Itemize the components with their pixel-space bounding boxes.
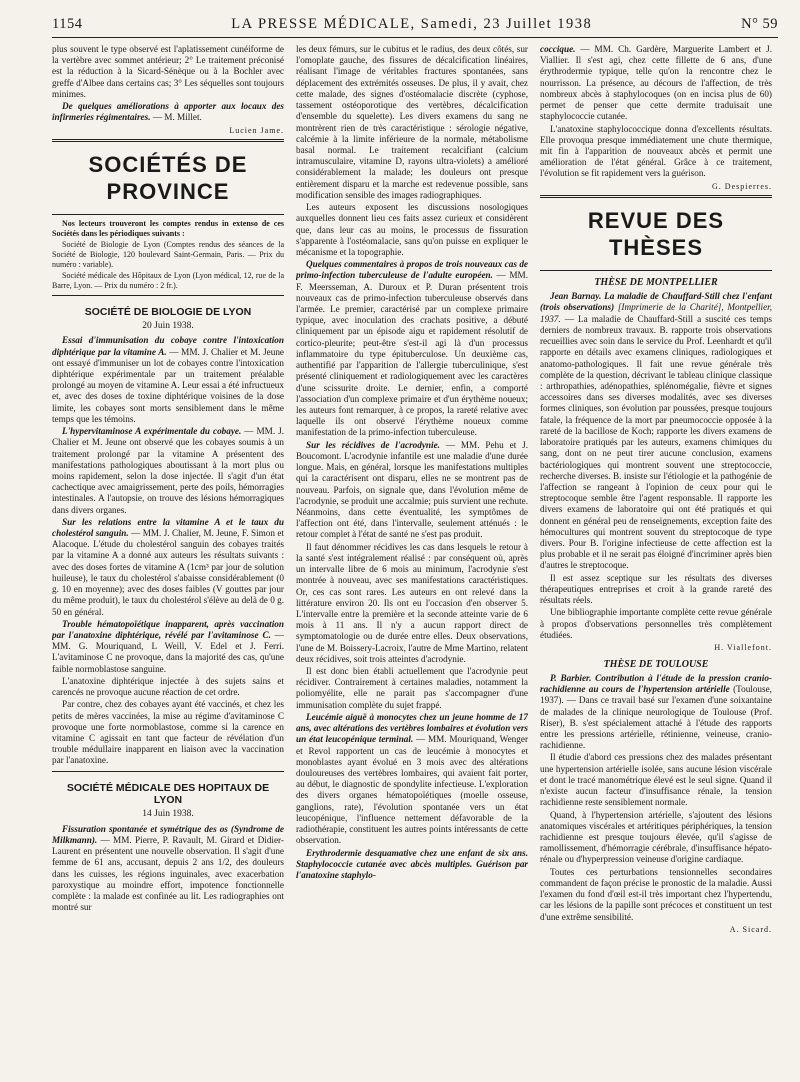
article: coccique. — MM. Ch. Gardère, Marguerite Lambert et J. Viallier. Il s'est agi, chez cette fillette de 6 ans, d'une érythrodermie typique, telle qu'on la rencontre chez le nourrisson. La présence, au décours de l'affection, de très nombreux abcès à staphylocoques (on en incisa plus de 60) permet de penser que cette dermite traduisait une staphylococcie cutanée. — [540, 44, 772, 122]
paragraph: Toutes ces perturbations tensionnelles secondaires commandent de façon précise le pronostic de la maladie. Aussi l'examen du fond d'œil est-il très important chez l'hypertendu, car les lésions de la papille sont précoces et constituent un test d'une extrême sensibilité. — [540, 866, 772, 922]
paragraph: Il est assez sceptique sur les résultats des diverses thérapeutiques entreprises et croit à la grande rareté des résultats réels. — [540, 572, 772, 606]
society-title: SOCIÉTÉ DE BIOLOGIE DE LYON — [84, 305, 252, 318]
divider — [52, 139, 284, 142]
editor-note: Société de Biologie de Lyon (Comptes rendus des séances de la Société de Biologie, 120 boulevard Saint-Germain, Paris. — Prix du numéro : variable). — [52, 239, 284, 269]
article: Erythrodermie desquamative chez une enfant de six ans. Staphylococcie cutanée avec abcès multiples. Guérison par l'anatoxine staphylo- — [296, 847, 528, 880]
article: Fissuration spontanée et symétrique des os (Syndrome de Milkmann). — MM. Pierre, P. Ravault, M. Girard et Didier-Laurent en présentent une nouvelle observation. Il s'agit d'une femme de 61 ans, accusant, depuis 2 ans 1/2, des douleurs dans les cuisses, les régions inguinales, avec exacerbation paroxystique au moindre effort, impotence fonctionnelle complète : la malade est confinée au lit. Les radiographies ont montré sur — [52, 823, 284, 913]
divider — [540, 195, 772, 198]
paragraph: Quand, à l'hypertension artérielle, s'ajoutent des lésions anatomiques viscérales et artéritiques périphériques, la tension rachidienne est presque toujours élevée, qu'il s'agisse de ramollissement, d'hémorragie cérébrale, d'insuffisance hépato-rénale ou d'hyperpression veineuse d'origine cardiaque. — [540, 809, 772, 865]
session-date: 20 Juin 1938. — [142, 320, 194, 331]
signature: Lucien Jame. — [229, 125, 284, 135]
article: De quelques améliorations à apporter aux locaux des infirmeries régimentaires. — M. Millet. — [52, 101, 284, 123]
signature: H. Viallefont. — [714, 643, 772, 652]
column-2 — [296, 44, 528, 939]
signature: G. Despierres. — [712, 181, 772, 191]
article: P. Barbier. Contribution à l'étude de la pression cranio-rachidienne au cours de l'hypertension artérielle (Toulouse, 1937). — Dans ce travail basé sur l'examen d'une soixantaine de malades de la clinique neurologique de Toulouse (Prof. Riser), B. s'est spécialement attaché à l'étude des rapports entre les pressions artérielle, rétinienne, veineuse, cranio-rachidienne. — [540, 672, 772, 751]
paragraph: Il faut dénommer récidives les cas dans lesquels le retour à la santé s'est intégralement réalisé : par conséquent où, après un intervalle libre de 6 mois au minimum, l'acrodynie s'est montrée à nouveau, avec ses manifestations caractéristiques. Or, ces cas sont rares. Les auteurs en ont relevé dans la littérature environ 20. Ils ont eu l'occasion d'en observer 5. L'intervalle entre la première et la seconde atteinte varie de 6 mois à 11 ans. Il n'y a aucun rapport direct de symptomatologie ou de durée entre elles. Deux observations, l'une de M. Boissery-Lacroix, l'autre de Mme Martino, relatent deux récidives, soit trois atteintes d'acrodynie. — [296, 541, 528, 664]
thesis-heading: THÈSE DE MONTPELLIER — [594, 277, 718, 289]
article: L'hypervitaminose A expérimentale du cobaye. — MM. J. Chalier et M. Jeune ont observé que les cobayes soumis à un traitement prolongé par la vitamine A présentent des manifestations pathologiques aboutissant à la mort plus ou moins rapidement, selon la dose injectée. Il s'agit d'un état cachectique avec amaigrissement, perte des poils, hémorragies intestinales. A l'autopsie, on trouve des lésions hémorragiques dans divers organes. — [52, 426, 284, 515]
journal-title: LA PRESSE MÉDICALE, Samedi, 23 Juillet 1938 — [231, 16, 593, 32]
issue-number: N° 59 — [741, 16, 778, 32]
divider — [52, 771, 284, 772]
society-title: SOCIÉTÉ MÉDICALE DES HOPITAUX DE LYON — [66, 781, 270, 807]
paragraph: Il est donc bien établi actuellement que l'acrodynie peut récidiver. Contrairement à certaines maladies, notamment la poliomyélite, elle ne parait pas s'accompagner d'une immunisation complète du sujet frappé. — [296, 666, 528, 710]
paragraph: Les auteurs exposent les discussions nosologiques auxquelles donnent lieu ces faits assez curieux et considèrent que, dans leur cas au moins, le processus de fissuration s'apparente à l'ostéomalacie, sans qu'on puisse en expliquer le mécanisme et la topographie. — [296, 202, 528, 257]
thesis-heading: THÈSE DE TOULOUSE — [603, 658, 709, 670]
article: Sur les récidives de l'acrodynie. — MM. Pehu et J. Boucomont. L'acrodynie infantile est une maladie d'une durée longue. Mais, en général, lorsque les manifestations multiples qui la caractérisent ont disparu, elles ne se montrent pas de nouveau. Parfois, on signale que, dans l'évolution même de l'acrodynie, se produit une accalmie; puis survient une rechute. Néanmoins, dans cette éventualité, les symptômes de l'affection ont été, dans l'intervalle, seulement atténués : le retour complet à l'état de santé ne s'est pas produit. — [296, 439, 528, 540]
paragraph: L'anatoxine diphtérique injectée à des sujets sains et carencés ne provoque aucune réaction de cet ordre. — [52, 675, 284, 698]
article: Quelques commentaires à propos de trois nouveaux cas de primo-infection tuberculeuse de l'adulte européen. — MM. F. Meersseman, A. Duroux et P. Duran présentent trois nouveaux cas de primo-infection tuberculeuse observés dans l'armée. Le premier, caractérisé par un complexe primaire typique, avec inoculation des crachats positive, a débuté cliniquement par un épisode aigu et rapidement résolutif de cortico-pleurite; peut-être s'est-il agi là d'un processus inflammatoire du type épituberculose. Un deuxième cas, authentifié par l'apparition de l'allergie tuberculinique, s'est présenté cliniquement et radiologiquement avec les caractères d'une scissurite droite. Le dernier, enfin, a comporté l'association d'un complexe primaire et d'un érythème noueux; les auteurs font remarquer, à ce propos, la rareté relative avec laquelle ils ont observé l'érythème noueux comme manifestation de la primo-infection tuberculeuse. — [296, 259, 528, 438]
section-title: SOCIÉTÉS DE PROVINCE — [88, 152, 248, 205]
section-title: REVUE DES THÈSES — [587, 208, 725, 261]
article: Leucémie aiguë à monocytes chez un jeune homme de 17 ans, avec altérations des vertèbres lombaires et évolution vers un état leucopénique terminal. — MM. Mouriquand, Wenger et Revol rapportent un cas de leucémie à monocytes et monoblastes ayant évolué en 3 mois avec des altérations douloureuses des vertèbres lombaires, qui avaient fait porter, au début, le diagnostic de spondylite infectieuse. L'exploration des divers organes hématopoïétiques (moelle osseuse, ganglions, rate), l'évolution spontanée vers un état leucopénique, l'influence nettement défavorable de la radiothérapie, constituent les autres points intéressants de cette observation. — [296, 711, 528, 846]
paragraph: Une bibliographie importante complète cette revue générale à propos d'observations personnelles très complètement étudiées. — [540, 607, 772, 640]
column-1 — [52, 44, 284, 939]
session-date: 14 Juin 1938. — [142, 809, 194, 820]
paragraph: L'anatoxine staphylococcique donna d'excellents résultats. Elle provoqua presque immédiatement une chute thermique, mit fin à l'apparition de nouveaux abcès et permit une amélioration de l'état général. Grâce à ce traitement, l'évolution se fit rapidement vers la guérison. — [540, 123, 772, 179]
paragraph: Il étudie d'abord ces pressions chez des malades présentant une hypertension artérielle isolée, sans aucune lésion viscérale et dont le tracé manométrique élevé est le seul signe. Quand il n'existe aucun facteur d'insuffisance rénale, la tension rachidienne reste sensiblement normale. — [540, 752, 772, 808]
paragraph: plus souvent le type observé est l'aplatissement cunéiforme de la vertèbre avec sommet antérieur; 2° Le traitement préconisé est la réduction à la Sicard-Sénèque ou à la Bochler avec greffe d'Albee dans certains cas; 3° Les séquelles sont toujours minimes. — [52, 44, 284, 99]
article: Jean Barnay. La maladie de Chauffard-Still chez l'enfant (trois observations) [Imprimerie de la Charité], Montpellier, 1937. — La maladie de Chauffard-Still a suscité ces temps derniers de nombreux travaux. B. rapporte trois observations recueillies avec soin dans le service du Prof. Leenhardt et qu'il rapporte en détails avec examens cliniques, radiologiques et anatomo-pathologiques. Il fait une revue générale très complète de la question, décrivant le tableau clinique classique : arthropathies, adénopathies, splénomégalie, fièvre et signes accessoires dans ses diverses modalités, avec ses diverses formes cliniques, son évolution par poussées, presque toujours fatale, la fréquence de la mort par pneumococcie opposée à la rareté de la bacillose de Koch; rapporte les divers examens de laboratoire pratiqués par les auteurs, examens chimiques du sang, dont on ne peut tirer aucune conclusion, examens bactériologiques qui montrent souvent une streptococcie, recherche diverses. B. insiste sur l'étiologie et la pathogénie de l'affection se rangeant à l'opinion de ceux pour qui le streptocoque semble être l'agent responsable. Il rapporte les divers examens de laboratoire qui ont été pratiqués et qui donnent en général peu de renseignements, exception faite des hémocultures qui montrent souvent du streptocoque de type divers. Pour B. l'origine infectieuse de cette affection est la plus probable et il ne serait pas éloigné d'incriminer après bien d'autres le streptocoque. — [540, 291, 772, 571]
article: Sur les relations entre la vitamine A et le taux du cholestérol sanguin. — MM. J. Chalier, M. Jeune, F. Simon et Alacoque. L'étude du cholestérol sanguin des cobayes traités par la vitamine A a donné aux auteurs les résultats suivants : avec des doses fortes de vitamine A (1cm³ par jour de solution huileuse), le taux du cholestérol s'abaisse considérablement (0 g. 10 en moyenne); avec des doses faibles (V gouttes par jour du même produit), le taux du cholestérol s'élève au delà de 0 g. 50 en général. — [52, 516, 284, 617]
divider — [540, 270, 772, 271]
article: Essai d'immunisation du cobaye contre l'intoxication diphtérique par la vitamine A. — MM. J. Chalier et M. Jeune ont essayé d'immuniser un lot de cobayes contre l'intoxication diphtérique expérimentale par un traitement préalable prolongé au moyen de vitamine A. Leur essai a été infructueux et, avec des doses de toxine diphtérique voisines de la dose limite, les cobayes sont morts sensiblement dans le même temps que les témoins. — [52, 335, 284, 424]
article: Trouble hématopoïétique inapparent, après vaccination par l'anatoxine diphtérique, révélé par l'avitaminose C. — MM. G. Mouriquand, L Weill, V. Edel et J. Ferri. L'avitaminose C ne provoque, dans la majorité des cas, qu'une faible normoblastose sanguine. — [52, 618, 284, 674]
paragraph: les deux fémurs, sur le cubitus et le radius, des deux côtés, sur l'omoplate gauche, des fissures de décalcification linéaires, réalisant l'image de véritables fractures spontanées, sans déplacement des extrémités osseuses. De plus, il y avait, chez cette malade, des signes d'ostéomalacie discrète (cyphose, tassement ostéoporotique des vertèbres, décalcification d'ensemble du squelette). Les divers examens du sang ne montrèrent rien de très caractéristique : sérologie négative, calcémie à la limite inférieure de la normale, métabolisme basal normal. Le traitement recalcifiant (calcium intramusculaire, vitamine D, rayons ultra-violets) a amélioré considérablement la malade; les douleurs ont presque entièrement disparu et la marche est redevenue possible, sans modification sensible des images radiographiques. — [296, 44, 528, 200]
paragraph: Par contre, chez des cobayes ayant été vaccinés, et chez les petits de mères vaccinées, la mise au régime d'avitaminose C provoque une forte normoblastose, comme si la carence en vitamine C agissait en tant que facteur de révélation d'un trouble médullaire inapparent en liaison avec la vaccination par l'anatoxine. — [52, 699, 284, 766]
page-number: 1154 — [52, 16, 83, 32]
editor-note: Nos lecteurs trouveront les comptes rendus in extenso de ces Sociétés dans les périodiques suivants : — [52, 218, 284, 238]
divider — [52, 214, 284, 215]
editor-note: Société médicale des Hôpitaux de Lyon (Lyon médical, 12, rue de la Barre, Lyon. — Prix du numéro : 2 fr.). — [52, 270, 284, 290]
divider — [52, 295, 284, 296]
signature: A. Sicard. — [729, 924, 772, 934]
column-3 — [540, 44, 772, 939]
page-header — [52, 16, 778, 38]
